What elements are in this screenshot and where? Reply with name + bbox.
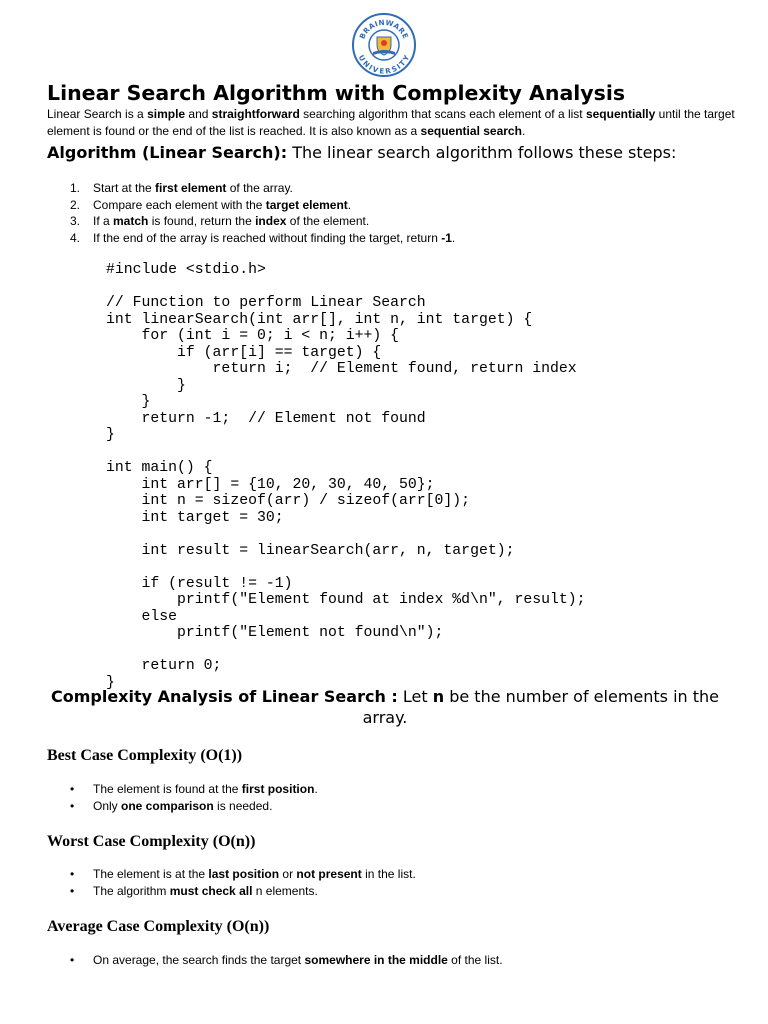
algorithm-heading: Algorithm (Linear Search): The linear search algorithm follows these steps: xyxy=(47,143,677,162)
algorithm-steps-list xyxy=(47,180,455,246)
best-case-list xyxy=(47,781,318,814)
worst-case-list xyxy=(47,866,416,899)
logo-text-top: BRAINWARE xyxy=(357,17,411,41)
average-case-list xyxy=(47,952,503,969)
step-item: 1. Start at the first element of the array. xyxy=(70,181,293,195)
complexity-heading: Complexity Analysis of Linear Search : Let n be the number of elements in the array. xyxy=(50,687,720,727)
university-logo xyxy=(351,12,417,78)
average-case-heading: Average Case Complexity (O(n)) xyxy=(47,918,270,935)
step-item: 2. Compare each element with the target element. xyxy=(70,197,352,212)
list-item: • The element is found at the first position. xyxy=(70,782,318,796)
list-item: • On average, the search finds the target somewhere in the middle of the list. xyxy=(70,953,503,967)
code-block: #include <stdio.h> // Function to perform Linear Search int linearSearch(int arr[], int n, int target) { for (int i = 0; i < n; i++) { if (arr[i] == target) { return i; // Element found, return index } } return -1; // Element not found } int main() { int arr[] = {10, 20, 30, 40, 50}; int n = sizeof(arr) / sizeof(arr[0]); int target = 30; int result = linearSearch(arr, n, target); if (result != -1) printf("Element found at index %d\n", result); else printf("Element not found\n"); return 0; } xyxy=(106,262,586,691)
list-item: • The element is at the last position or not present in the list. xyxy=(70,867,416,881)
logo-text-bottom: UNIVERSITY xyxy=(356,53,412,76)
intro-paragraph: Linear Search is a simple and straightforward searching algorithm that scans each element of a list sequentially until the target element is found or the end of the list is reached. It is also known as a sequential search. xyxy=(47,107,735,138)
worst-case-heading: Worst Case Complexity (O(n)) xyxy=(47,833,256,850)
step-item: 4. If the end of the array is reached without finding the target, return -1. xyxy=(70,230,456,245)
logo-flame-icon xyxy=(381,40,387,46)
list-item: • Only one comparison is needed. xyxy=(70,798,273,813)
best-case-heading: Best Case Complexity (O(1)) xyxy=(47,747,243,764)
page-title: Linear Search Algorithm with Complexity Analysis xyxy=(47,81,626,105)
list-item: • The algorithm must check all n elements. xyxy=(70,883,318,898)
step-item: 3. If a match is found, return the index of the element. xyxy=(70,214,370,228)
